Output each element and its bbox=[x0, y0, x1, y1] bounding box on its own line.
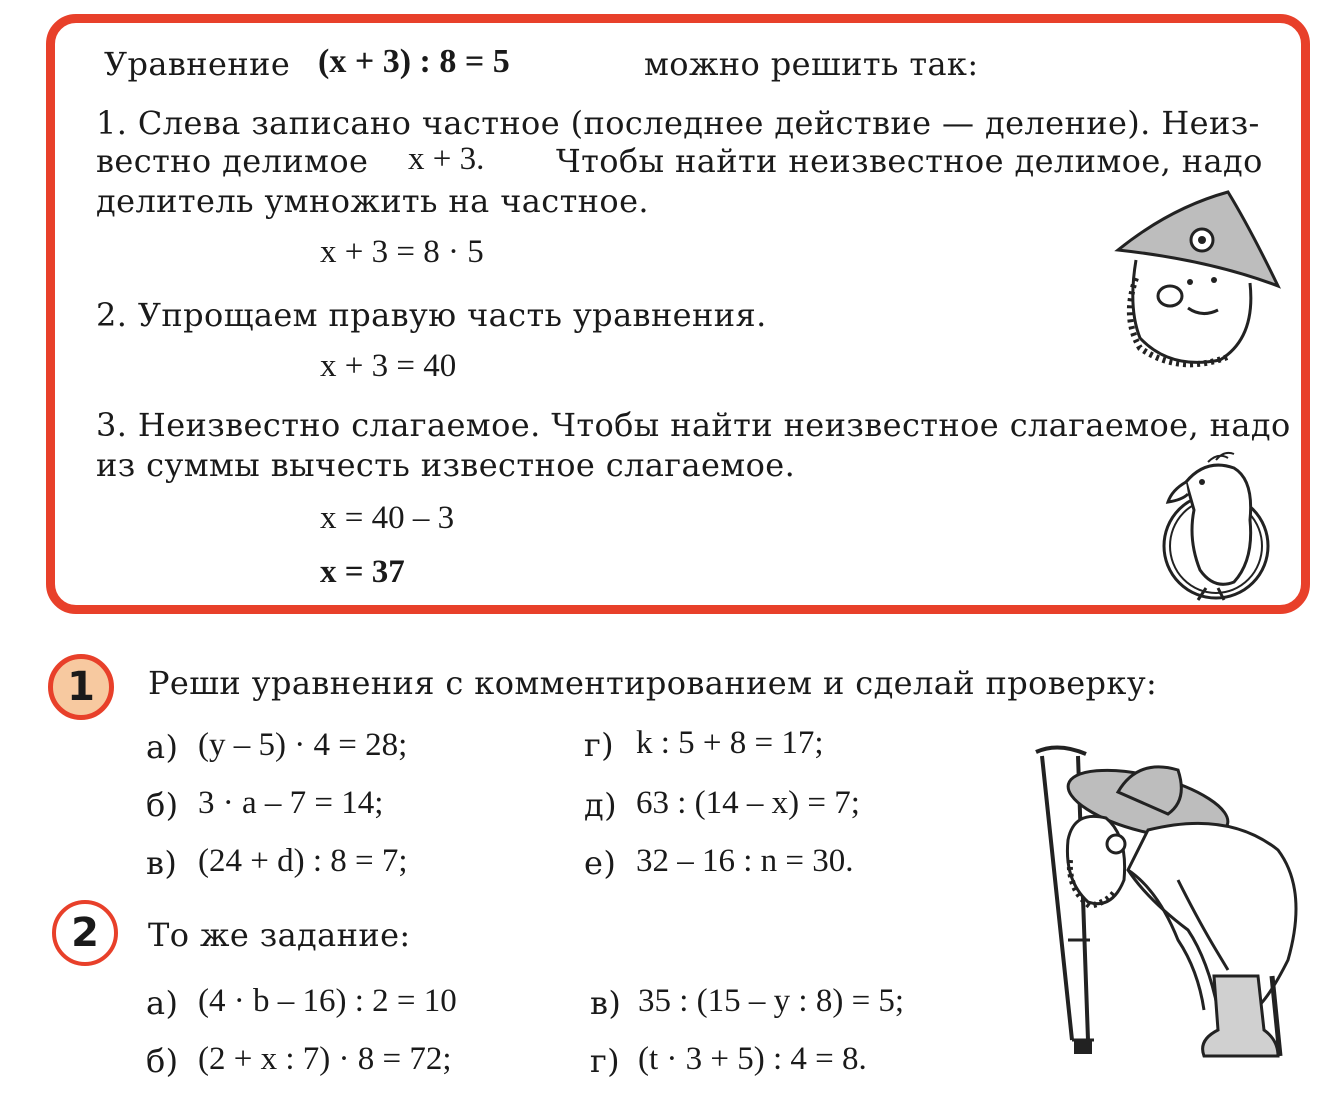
task1-equation-e: 32 – 16 : n = 30. bbox=[636, 843, 854, 879]
task2-label-a: а) bbox=[146, 984, 179, 1022]
step1-line1: 1. Слева записано частное (последнее действие — деление). Неиз- bbox=[96, 104, 1260, 142]
task1-label-v: в) bbox=[146, 844, 178, 882]
pirate-head-illustration bbox=[1110, 188, 1285, 373]
step2-equation: x + 3 = 40 bbox=[320, 348, 457, 384]
task2-equation-b: (2 + x : 7) · 8 = 72; bbox=[198, 1041, 452, 1077]
intro-equation: (x + 3) : 8 = 5 bbox=[318, 43, 510, 80]
task1-label-g: г) bbox=[584, 726, 615, 764]
step3-line1: 3. Неизвестно слагаемое. Чтобы найти неизвестное слагаемое, надо bbox=[96, 406, 1291, 444]
task1-label-a: а) bbox=[146, 728, 179, 766]
task-number-1: 1 bbox=[67, 664, 95, 710]
intro-prefix: Уравнение bbox=[104, 45, 291, 83]
step1-equation: x + 3 = 8 · 5 bbox=[320, 234, 484, 270]
task1-equation-v: (24 + d) : 8 = 7; bbox=[198, 843, 408, 879]
parrot-illustration bbox=[1158, 450, 1282, 605]
step1-line2-start: вестно делимое bbox=[96, 142, 369, 180]
task1-equation-g: k : 5 + 8 = 17; bbox=[636, 725, 824, 761]
task2-title: То же задание: bbox=[148, 916, 411, 954]
step3-line2: из суммы вычесть известное слагаемое. bbox=[96, 446, 796, 484]
step1-line3: делитель умножить на частное. bbox=[96, 182, 649, 220]
step1-line2-expr: x + 3. bbox=[408, 141, 485, 177]
task2-equation-v: 35 : (15 – y : 8) = 5; bbox=[638, 983, 905, 1019]
task1-label-e: е) bbox=[584, 844, 617, 882]
step3-equation1: x = 40 – 3 bbox=[320, 500, 455, 536]
task2-equation-g: (t · 3 + 5) : 4 = 8. bbox=[638, 1041, 867, 1077]
task2-label-g: г) bbox=[590, 1042, 621, 1080]
step1-line2-end: Чтобы найти неизвестное делимое, надо bbox=[556, 142, 1263, 180]
step2-line1: 2. Упрощаем правую часть уравнения. bbox=[96, 296, 767, 334]
task2-equation-a: (4 · b – 16) : 2 = 10 bbox=[198, 983, 457, 1019]
intro-suffix: можно решить так: bbox=[644, 45, 979, 83]
task1-label-b: б) bbox=[146, 786, 179, 824]
task-number-badge-2 bbox=[52, 900, 118, 966]
task1-title: Реши уравнения с комментированием и сделай проверку: bbox=[148, 664, 1158, 702]
task1-label-d: д) bbox=[584, 786, 617, 824]
task1-equation-d: 63 : (14 – x) = 7; bbox=[636, 785, 860, 821]
task2-label-v: в) bbox=[590, 984, 622, 1022]
task1-equation-a: (y – 5) · 4 = 28; bbox=[198, 727, 408, 763]
pirate-crutch-illustration bbox=[1028, 740, 1318, 1070]
step3-equation2: x = 37 bbox=[320, 554, 405, 590]
task-number-badge-1 bbox=[48, 654, 114, 720]
task1-equation-b: 3 · a – 7 = 14; bbox=[198, 785, 384, 821]
task2-label-b: б) bbox=[146, 1042, 179, 1080]
task-number-2: 2 bbox=[71, 910, 99, 956]
